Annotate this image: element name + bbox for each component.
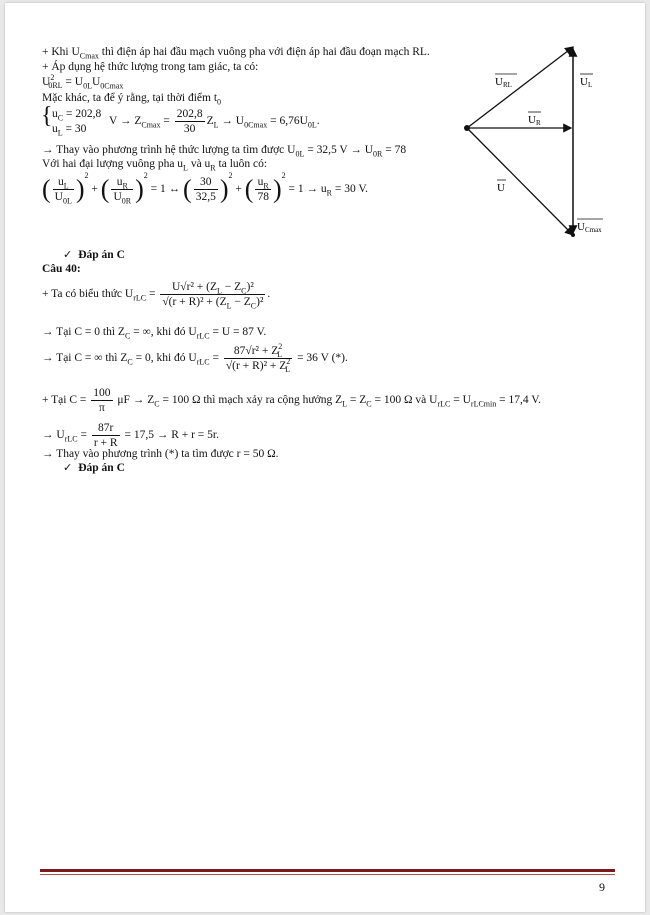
system-brace: { [41, 103, 53, 129]
checkmark-icon: ✓ [63, 248, 73, 261]
page-number: 9 [599, 880, 605, 894]
text-line-7: Với hai đại lượng vuông pha $u_L$ và $u_R$ ta luôn có: [42, 158, 268, 173]
origin-point [464, 125, 470, 131]
text-resonance: + Tại C = $\frac{100}{\pi}$ $\mu F \to Z_C = 100$ Ω thì mạch xảy ra cộng hưởng $Z_L = Z_C = 100$ Ω và $U_{rLC} = U_{rLCmin} = 17,4$ V. [42, 387, 541, 414]
label-url: URL [495, 76, 512, 89]
text-line-4: Mặc khác, ta để ý rằng, tại thời điểm $t_0$ [42, 92, 222, 107]
text-line-2: + Áp dụng hệ thức lượng trong tam giác, ta có: [42, 61, 259, 73]
text-line-1: + Khi $U_{Cmax}$ thì điện áp hai đầu mạch vuông pha với điện áp hai đầu đoạn mạch RL. [42, 46, 430, 61]
label-uc: UCmax [577, 221, 602, 234]
system-uc: $u_C = 202,8$ [52, 108, 102, 123]
text-c-zero: → Tại C = 0 thì $Z_C$ = ∞, khi đó $U_{rLC} = U = 87$ V. [42, 326, 267, 341]
vector-url [467, 47, 573, 128]
question-40-heading: Câu 40: [42, 263, 81, 275]
label-u: U [497, 182, 505, 194]
label-ul: UL [580, 76, 593, 89]
text-urlc-min: → $U_{rLC}$ = $\frac{87r}{r + R}$ = 17,5 → R + r = 5r. [42, 422, 219, 449]
vector-u [467, 128, 573, 235]
document-page [5, 3, 645, 912]
checkmark-icon: ✓ [63, 461, 73, 474]
formula-urL: $U^2_{0RL} = U_{0L}U_{0Cmax}$ [42, 73, 124, 91]
answer-1: ✓ Đáp án C [63, 248, 125, 261]
text-c-infinity: → Tại C = ∞ thì $Z_C = 0$, khi đó $U_{rLC}$ = $\frac{87√r^2 + Z^2_L}{√(r + R)^2 + Z^2_L}$ = 36 V (*). [42, 342, 348, 375]
phasor-diagram [455, 41, 605, 246]
end-point [571, 233, 575, 237]
footer-rule-thin [40, 874, 615, 875]
label-ur: UR [528, 114, 541, 127]
formula-urlc: + Ta có biểu thức $U_{rLC}$ = $\frac{U√r^2 + (Z_L - Z_C)^2}{√(r + R)^2 + (Z_L - Z_C)^2}$ . [42, 281, 271, 311]
text-final: → Thay vào phương trình (*) ta tìm được r = 50 Ω. [42, 448, 279, 460]
answer-2: ✓ Đáp án C [63, 461, 125, 474]
system-result: $V \to Z_{Cmax}$ = $\frac{202,8}{30}$ $Z_L \to U_{0Cmax} = 6,76U_{0L}$. [109, 108, 320, 135]
footer-rule [40, 869, 615, 872]
system-ul: $u_L = 30$ [52, 123, 87, 138]
text-line-6: → Thay vào phương trình hệ thức lượng ta tìm được $U_{0L} = 32,5$ $V \to U_{0R} = 78$ [42, 144, 407, 159]
equation-quadrature: ( $\frac{u_L}{U_{0L}}$ )$^2$ + ( $\frac{u_R}{U_{0R}}$ )$^2$ = 1 ↔ ( $\frac{30}{32,5}$ )$^2$ + ( $\frac{u_R}{78}$ )$^2 = 1 \to u_R = 30$ V. [42, 171, 369, 206]
